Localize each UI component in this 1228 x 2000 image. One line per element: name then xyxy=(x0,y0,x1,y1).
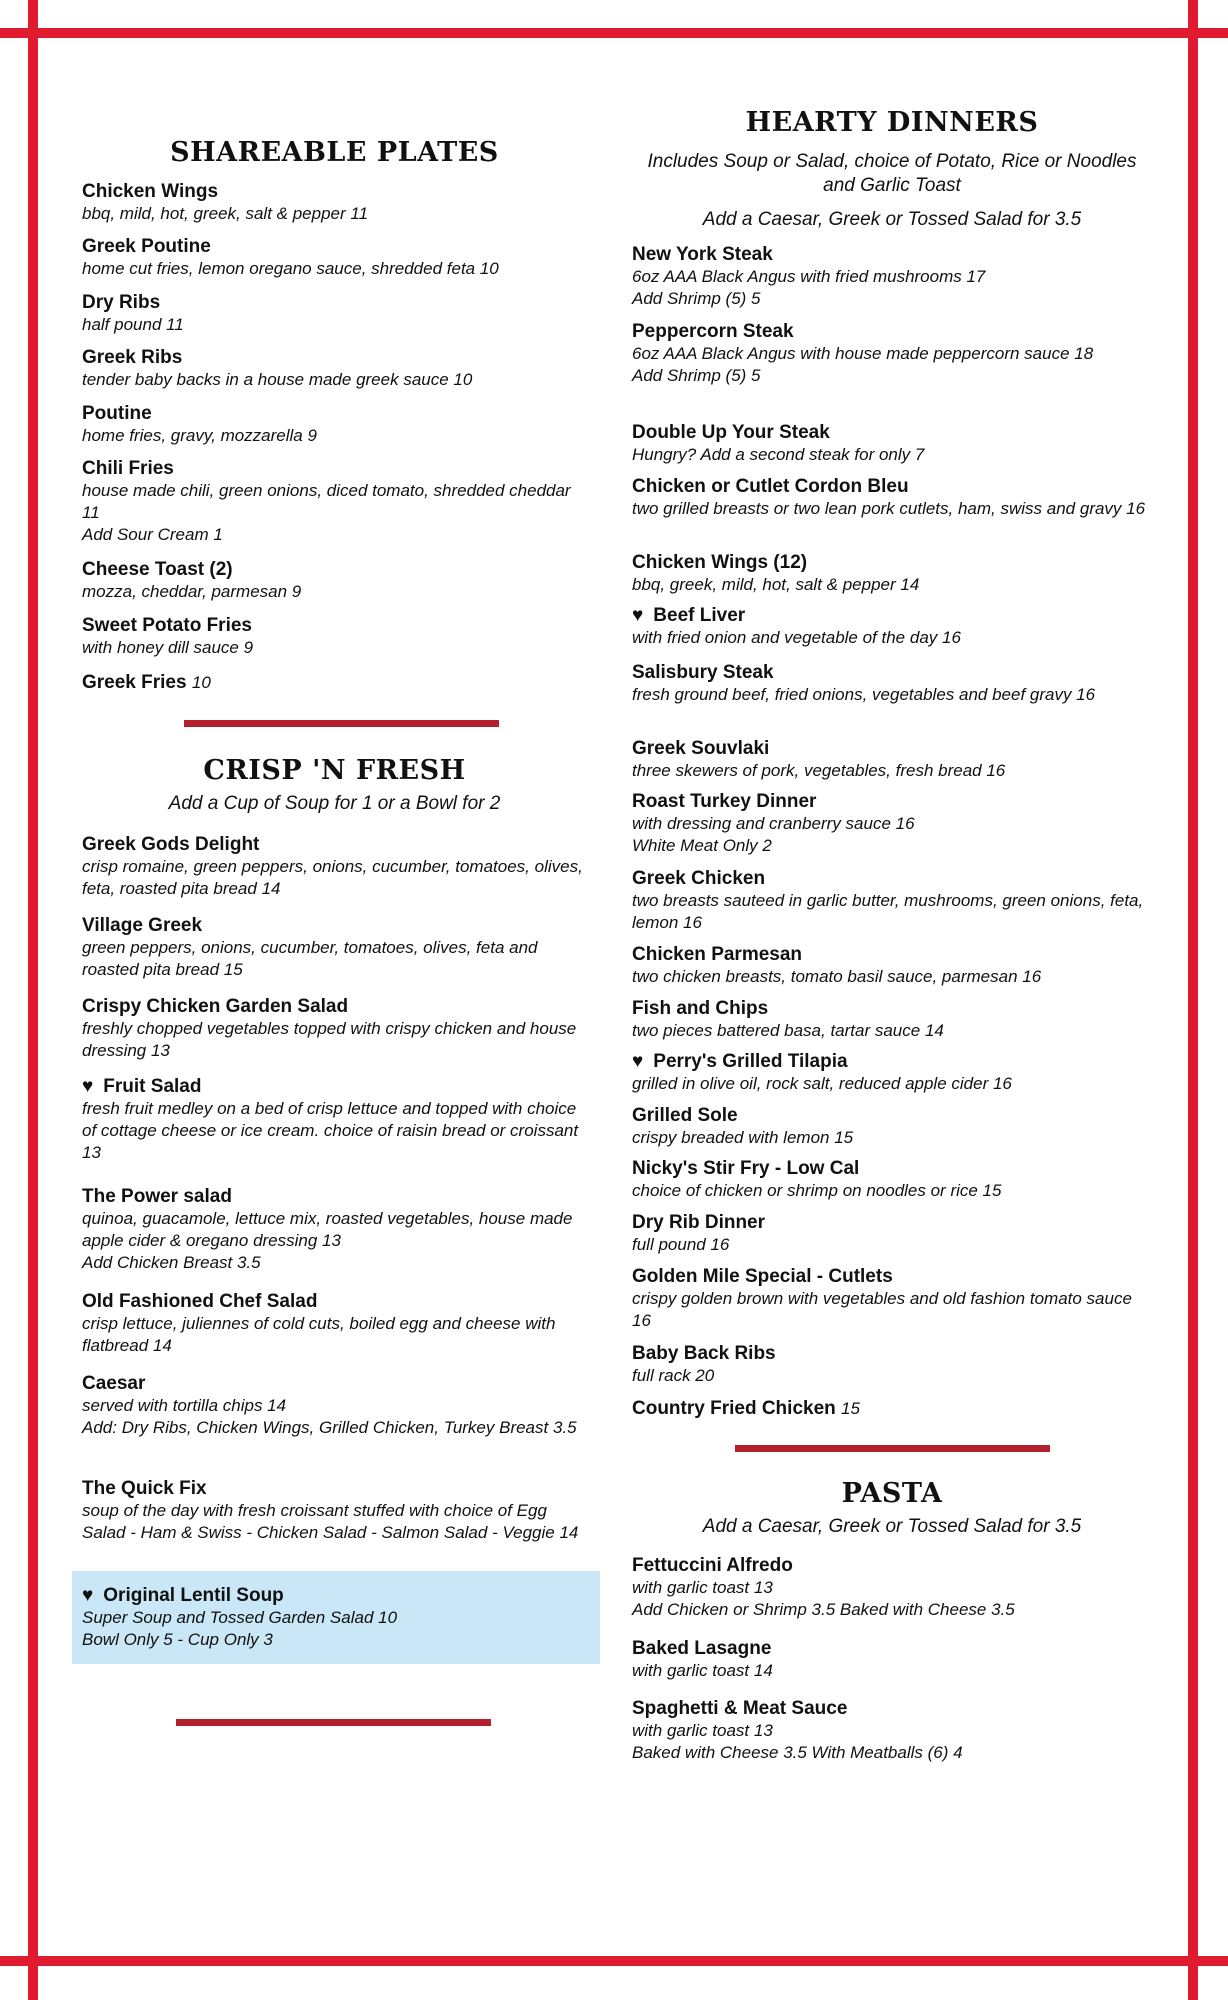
item-desc: fresh fruit medley on a bed of crisp lettuce and topped with choice of cottage cheese or ice cream. choice of raisin bread or croissant 13 xyxy=(82,1099,579,1162)
menu-item xyxy=(82,833,587,900)
item-name: Sweet Potato Fries xyxy=(82,615,252,636)
item-extra: Add Shrimp (5) 5 xyxy=(632,289,761,308)
item-desc: two grilled breasts or two lean pork cutlets, ham, swiss and gravy 16 xyxy=(632,499,1146,518)
item-name: New York Steak xyxy=(632,244,773,265)
menu-item xyxy=(82,1477,587,1544)
item-desc: soup of the day with fresh croissant stuffed with choice of Egg Salad - Ham & Swiss - Chicken Salad - Salmon Salad - Veggie 14 xyxy=(82,1501,579,1542)
menu-item xyxy=(632,1265,1152,1332)
item-name: Fish and Chips xyxy=(632,998,769,1019)
menu-item xyxy=(82,914,587,981)
item-desc: crisp lettuce, juliennes of cold cuts, boiled egg and cheese with flatbread 14 xyxy=(82,1314,556,1355)
item-name-text: Beef Liver xyxy=(653,605,746,626)
frame-right xyxy=(1188,0,1198,2000)
item-name: Crispy Chicken Garden Salad xyxy=(82,996,349,1017)
pasta-note: Add a Caesar, Greek or Tossed Salad for 3.5 xyxy=(702,1516,1082,1537)
menu-item xyxy=(82,1372,587,1439)
item-extra: White Meat Only 2 xyxy=(632,836,772,855)
item-name: Grilled Sole xyxy=(632,1105,738,1126)
item-name: Poutine xyxy=(82,403,152,424)
shareable-title: SHAREABLE PLATES xyxy=(170,137,499,168)
item-name: Spaghetti & Meat Sauce xyxy=(632,1698,848,1719)
item-name-text: Perry's Grilled Tilapia xyxy=(653,1051,848,1072)
item-name-text: Original Lentil Soup xyxy=(103,1585,284,1606)
menu-item xyxy=(82,995,587,1062)
menu-item xyxy=(632,661,1152,706)
frame-top xyxy=(0,28,1228,38)
item-price: 10 xyxy=(191,673,211,692)
heart-icon: ♥ xyxy=(82,1585,94,1606)
item-desc: bbq, greek, mild, hot, salt & pepper 14 xyxy=(632,575,920,594)
pasta-title: PASTA xyxy=(841,1478,943,1509)
item-desc: full pound 16 xyxy=(632,1235,730,1254)
item-desc: with garlic toast 14 xyxy=(632,1661,773,1680)
item-desc: 6oz AAA Black Angus with house made peppercorn sauce 18 xyxy=(632,344,1094,363)
menu-item xyxy=(632,604,1152,649)
item-name xyxy=(632,604,1152,627)
menu-item xyxy=(632,943,1152,988)
item-name: Caesar xyxy=(82,1373,146,1394)
item-name xyxy=(632,1397,1152,1420)
item-name: Nicky's Stir Fry - Low Cal xyxy=(632,1158,860,1179)
item-desc: tender baby backs in a house made greek sauce 10 xyxy=(82,370,473,389)
item-desc: crisp romaine, green peppers, onions, cucumber, tomatoes, olives, feta, roasted pita bread 14 xyxy=(82,857,583,898)
item-name: Greek Ribs xyxy=(82,347,183,368)
item-name: Peppercorn Steak xyxy=(632,321,794,342)
item-desc: grilled in olive oil, rock salt, reduced apple cider 16 xyxy=(632,1074,1012,1093)
menu-item xyxy=(632,790,1152,857)
item-extra: Add Chicken Breast 3.5 xyxy=(82,1253,261,1272)
item-name: Chicken Wings xyxy=(82,181,219,202)
menu-item xyxy=(632,1554,1152,1621)
item-desc: Super Soup and Tossed Garden Salad 10 xyxy=(82,1608,398,1627)
menu-item xyxy=(632,1157,1152,1202)
frame-bottom xyxy=(0,1956,1228,1966)
item-name: Golden Mile Special - Cutlets xyxy=(632,1266,893,1287)
item-desc: green peppers, onions, cucumber, tomatoes, olives, feta and roasted pita bread 15 xyxy=(82,938,538,979)
menu-item xyxy=(632,1342,1152,1387)
item-desc: with honey dill sauce 9 xyxy=(82,638,254,657)
menu-item xyxy=(632,1050,1152,1095)
item-desc: 6oz AAA Black Angus with fried mushrooms 17 xyxy=(632,267,986,286)
item-desc: crispy breaded with lemon 15 xyxy=(632,1128,854,1147)
crisp-note: Add a Cup of Soup for 1 or a Bowl for 2 xyxy=(168,793,501,814)
item-desc: fresh ground beef, fried onions, vegetables and beef gravy 16 xyxy=(632,685,1096,704)
menu-item xyxy=(632,1637,1152,1682)
menu-item xyxy=(632,1397,1152,1420)
menu-item xyxy=(82,558,587,603)
item-name: Chicken or Cutlet Cordon Bleu xyxy=(632,476,909,497)
menu-item xyxy=(632,320,1152,387)
item-name: Baby Back Ribs xyxy=(632,1343,776,1364)
menu-item xyxy=(632,243,1152,310)
item-desc: served with tortilla chips 14 xyxy=(82,1396,287,1415)
item-extra: Baked with Cheese 3.5 With Meatballs (6) 4 xyxy=(632,1743,963,1762)
item-name: Dry Rib Dinner xyxy=(632,1212,766,1233)
item-name: Salisbury Steak xyxy=(632,662,774,683)
menu-item xyxy=(82,346,587,391)
item-name-text: Fruit Salad xyxy=(103,1076,202,1097)
item-desc: two pieces battered basa, tartar sauce 14 xyxy=(632,1021,944,1040)
item-extra: Add: Dry Ribs, Chicken Wings, Grilled Chicken, Turkey Breast 3.5 xyxy=(82,1418,577,1437)
heart-icon: ♥ xyxy=(632,1051,644,1072)
menu-item xyxy=(82,1075,587,1164)
menu-item xyxy=(632,1697,1152,1764)
item-desc: with fried onion and vegetable of the day 16 xyxy=(632,628,961,647)
item-name: Greek Souvlaki xyxy=(632,738,770,759)
item-name: Roast Turkey Dinner xyxy=(632,791,817,812)
menu-item xyxy=(82,291,587,336)
item-desc: with dressing and cranberry sauce 16 xyxy=(632,814,915,833)
item-name: Greek Chicken xyxy=(632,868,766,889)
menu-item xyxy=(632,737,1152,782)
item-desc: freshly chopped vegetables topped with crispy chicken and house dressing 13 xyxy=(82,1019,577,1060)
item-name xyxy=(82,671,587,694)
item-desc: with garlic toast 13 xyxy=(632,1578,773,1597)
menu-item xyxy=(82,1584,587,1651)
item-name-text: Greek Fries xyxy=(82,672,187,693)
item-name: The Quick Fix xyxy=(82,1478,207,1499)
item-desc: full rack 20 xyxy=(632,1366,715,1385)
item-desc: half pound 11 xyxy=(82,315,184,334)
item-name: Baked Lasagne xyxy=(632,1638,772,1659)
item-desc: bbq, mild, hot, greek, salt & pepper 11 xyxy=(82,204,369,223)
frame-left xyxy=(28,0,38,2000)
menu-item xyxy=(82,671,587,694)
item-desc: three skewers of pork, vegetables, fresh bread 16 xyxy=(632,761,1006,780)
menu-item xyxy=(82,614,587,659)
item-desc: choice of chicken or shrimp on noodles or rice 15 xyxy=(632,1181,1002,1200)
hearty-title: HEARTY DINNERS xyxy=(745,107,1039,138)
item-extra: Add Chicken or Shrimp 3.5 Baked with Cheese 3.5 xyxy=(632,1600,1015,1619)
menu-item xyxy=(82,402,587,447)
section-divider xyxy=(176,1719,491,1726)
menu-item xyxy=(632,551,1152,596)
item-name: Chili Fries xyxy=(82,458,174,479)
item-extra: Add Shrimp (5) 5 xyxy=(632,366,761,385)
item-extra: Add Sour Cream 1 xyxy=(82,525,223,544)
menu-item xyxy=(632,867,1152,934)
item-desc: house made chili, green onions, diced tomato, shredded cheddar 11 xyxy=(82,481,571,522)
menu-item xyxy=(632,475,1152,520)
item-name: Old Fashioned Chef Salad xyxy=(82,1291,318,1312)
item-name: Chicken Wings (12) xyxy=(632,552,808,573)
item-name: The Power salad xyxy=(82,1186,232,1207)
crisp-title: CRISP 'N FRESH xyxy=(203,755,466,786)
menu-item xyxy=(632,1104,1152,1149)
menu-item xyxy=(82,457,587,546)
item-desc: home fries, gravy, mozzarella 9 xyxy=(82,426,317,445)
heart-icon: ♥ xyxy=(82,1076,94,1097)
item-name xyxy=(82,1075,587,1098)
item-name-text: Country Fried Chicken xyxy=(632,1398,836,1419)
hearty-note-includes: Includes Soup or Salad, choice of Potato, Rice or Noodles and Garlic Toast xyxy=(647,151,1137,196)
item-desc: crispy golden brown with vegetables and old fashion tomato sauce 16 xyxy=(632,1289,1132,1330)
item-name: Chicken Parmesan xyxy=(632,944,803,965)
item-name: Double Up Your Steak xyxy=(632,422,830,443)
item-name xyxy=(82,1584,587,1607)
hearty-note-salad: Add a Caesar, Greek or Tossed Salad for 3.5 xyxy=(702,209,1082,230)
menu-item xyxy=(82,1290,587,1357)
item-price: 15 xyxy=(841,1399,860,1418)
item-desc: two chicken breasts, tomato basil sauce, parmesan 16 xyxy=(632,967,1042,986)
item-extra: Bowl Only 5 - Cup Only 3 xyxy=(82,1630,273,1649)
item-name: Cheese Toast (2) xyxy=(82,559,233,580)
item-desc: quinoa, guacamole, lettuce mix, roasted vegetables, house made apple cider & oregano dressing 13 xyxy=(82,1209,573,1250)
item-name: Dry Ribs xyxy=(82,292,161,313)
item-desc: Hungry? Add a second steak for only 7 xyxy=(632,445,925,464)
item-name: Greek Gods Delight xyxy=(82,834,260,855)
menu-item xyxy=(632,421,1152,466)
item-name: Village Greek xyxy=(82,915,203,936)
section-divider xyxy=(184,720,499,727)
item-name: Greek Poutine xyxy=(82,236,211,257)
menu-item xyxy=(82,235,587,280)
section-divider xyxy=(735,1445,1050,1452)
menu-item xyxy=(632,997,1152,1042)
item-desc: with garlic toast 13 xyxy=(632,1721,773,1740)
item-desc: mozza, cheddar, parmesan 9 xyxy=(82,582,302,601)
menu-item xyxy=(82,1185,587,1274)
item-desc: home cut fries, lemon oregano sauce, shredded feta 10 xyxy=(82,259,499,278)
item-name: Fettuccini Alfredo xyxy=(632,1555,793,1576)
menu-item xyxy=(82,180,587,225)
item-name xyxy=(632,1050,1152,1073)
heart-icon: ♥ xyxy=(632,605,644,626)
item-desc: two breasts sauteed in garlic butter, mushrooms, green onions, feta, lemon 16 xyxy=(632,891,1144,932)
menu-item xyxy=(632,1211,1152,1256)
